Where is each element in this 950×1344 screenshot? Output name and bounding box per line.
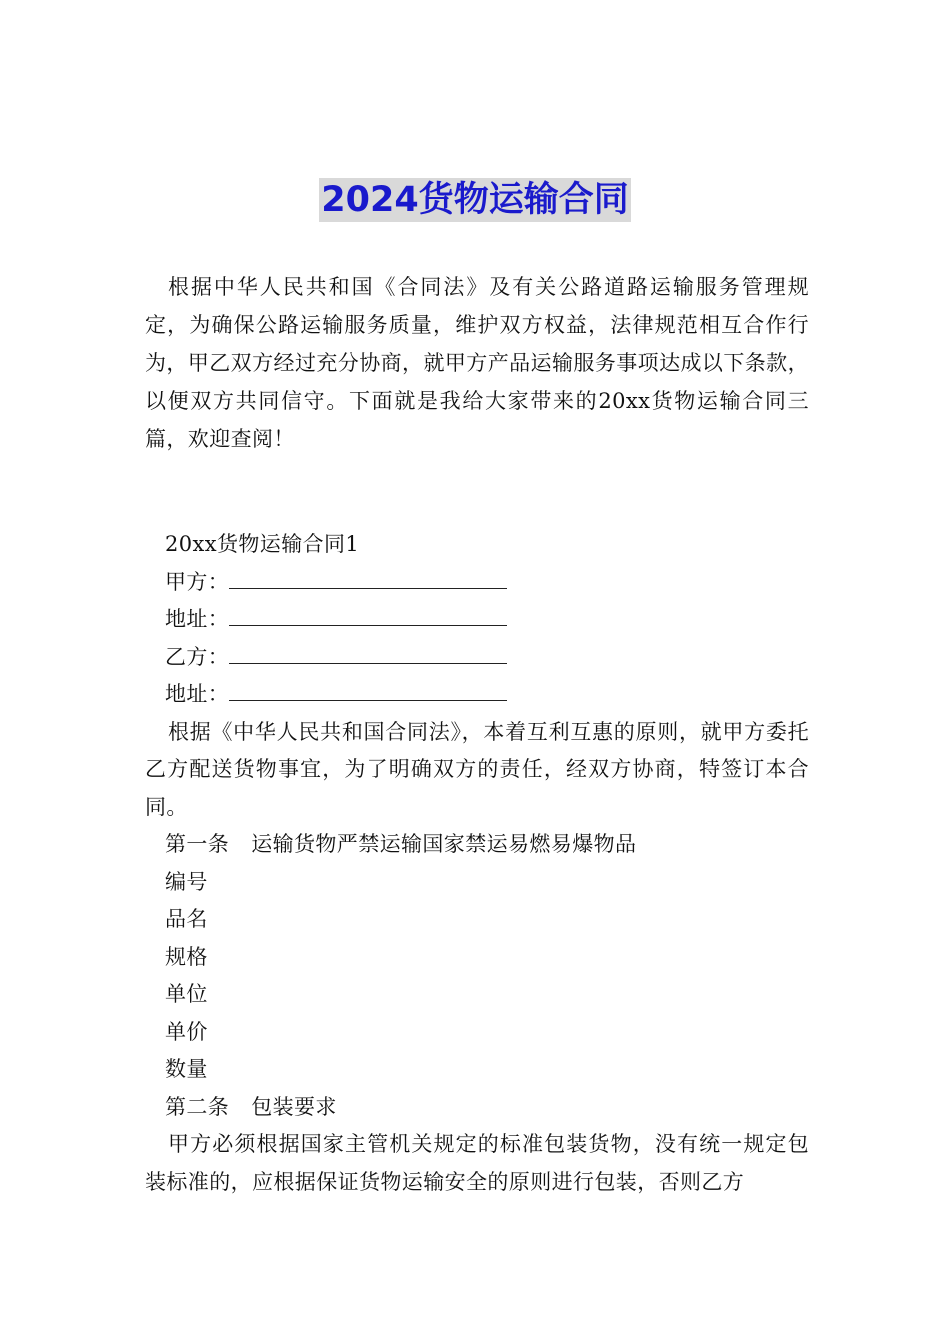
document-title: 2024货物运输合同 bbox=[321, 180, 629, 220]
party-b-address-line bbox=[145, 676, 809, 714]
intro-paragraph: 根据中华人民共和国《合同法》及有关公路道路运输服务管理规定，为确保公路运输服务质量，维护双方权益，法律规范相互合作行为，甲乙双方经过充分协商，就甲方产品运输服务事项达成以下条款，以便双方共同信守。下面就是我给大家带来的20xx货物运输合同三篇，欢迎查阅！ bbox=[145, 275, 809, 451]
party-b-blank bbox=[229, 643, 507, 664]
article-1-text: 运输货物严禁运输国家禁运易燃易爆物品 bbox=[251, 832, 637, 856]
title-container bbox=[0, 178, 950, 222]
preamble-paragraph: 根据《中华人民共和国合同法》，本着互利互惠的原则，就甲方委托乙方配送货物事宜，为了明确双方的责任，经双方协商，特签订本合同。 bbox=[145, 719, 809, 819]
article-2 bbox=[145, 1089, 809, 1127]
field-price: 单价 bbox=[165, 1019, 208, 1044]
party-a-address-line bbox=[145, 601, 809, 639]
party-a-address-blank bbox=[229, 605, 507, 626]
party-b-label: 乙方： bbox=[165, 644, 230, 669]
party-a-address-label: 地址： bbox=[165, 607, 230, 631]
article-2-number: 第二条 bbox=[165, 1094, 230, 1119]
article-1 bbox=[145, 826, 809, 864]
article-2-body: 甲方必须根据国家主管机关规定的标准包装货物，没有统一规定包装标准的，应根据保证货物运输安全的原则进行包装，否则乙方 bbox=[145, 1132, 809, 1194]
party-b-address-label: 地址： bbox=[165, 682, 230, 706]
field-number: 编号 bbox=[165, 869, 208, 894]
article-1-number: 第一条 bbox=[165, 832, 230, 856]
field-name: 品名 bbox=[165, 907, 208, 931]
party-a-blank bbox=[229, 568, 507, 589]
article-2-text: 包装要求 bbox=[251, 1094, 337, 1119]
party-b-address-blank bbox=[229, 680, 507, 701]
field-spec: 规格 bbox=[165, 944, 208, 969]
party-a-line bbox=[145, 564, 809, 602]
party-b-line bbox=[145, 639, 809, 677]
field-quantity: 数量 bbox=[165, 1057, 208, 1081]
section-heading: 20xx货物运输合同1 bbox=[165, 532, 360, 556]
field-unit: 单位 bbox=[165, 982, 208, 1006]
contract-section bbox=[145, 526, 809, 1201]
party-a-label: 甲方： bbox=[165, 569, 230, 594]
